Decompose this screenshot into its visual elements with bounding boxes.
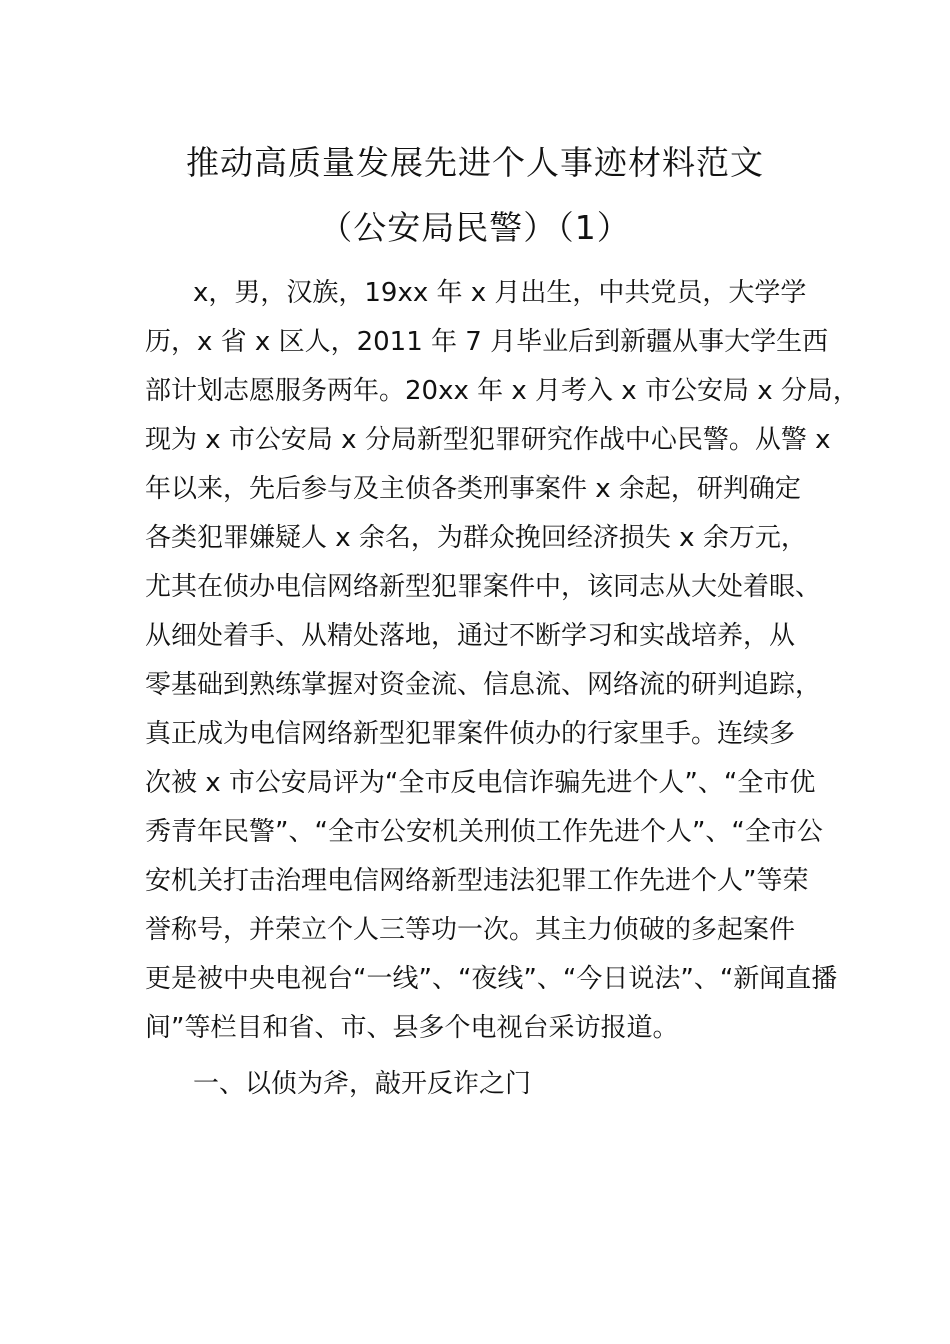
body-line: 现为 x 市公安局 x 分局新型犯罪研究作战中心民警。从警 x <box>145 425 831 455</box>
body-line: 尤其在侦办电信网络新型犯罪案件中，该同志从大处着眼、 <box>145 572 822 602</box>
section-heading: 一、以侦为斧，敲开反诈之门 <box>193 1069 532 1099</box>
body-line: 间”等栏目和省、市、县多个电视台采访报道。 <box>145 1013 679 1043</box>
body-line: 年以来，先后参与及主侦各类刑事案件 x 余起，研判确定 <box>145 474 801 504</box>
body-line: 部计划志愿服务两年。20xx 年 x 月考入 x 市公安局 x 分局， <box>145 376 859 406</box>
body-line: 历，x 省 x 区人，2011 年 7 月毕业后到新疆从事大学生西 <box>145 327 829 357</box>
body-line: 从细处着手、从精处落地，通过不断学习和实战培养，从 <box>145 621 796 651</box>
body-line: 各类犯罪嫌疑人 x 余名，为群众挽回经济损失 x 余万元， <box>145 523 807 553</box>
document-title: 推动高质量发展先进个人事迹材料范文 <box>186 143 764 182</box>
body-line: 更是被中央电视台“一线”、“夜线”、“今日说法”、“新闻直播 <box>145 964 838 994</box>
body-line: x，男，汉族，19xx 年 x 月出生，中共党员，大学学 <box>193 278 807 308</box>
body-line: 安机关打击治理电信网络新型违法犯罪工作先进个人”等荣 <box>145 866 809 896</box>
body-line: 誉称号，并荣立个人三等功一次。其主力侦破的多起案件 <box>145 915 796 945</box>
document-subtitle: （公安局民警）（1） <box>319 208 631 247</box>
body-line: 零基础到熟练掌握对资金流、信息流、网络流的研判追踪， <box>145 670 822 700</box>
body-line: 真正成为电信网络新型犯罪案件侦办的行家里手。连续多 <box>145 719 796 749</box>
body-line: 秀青年民警”、“全市公安机关刑侦工作先进个人”、“全市公 <box>145 817 823 847</box>
body-line: 次被 x 市公安局评为“全市反电信诈骗先进个人”、“全市优 <box>145 768 816 798</box>
